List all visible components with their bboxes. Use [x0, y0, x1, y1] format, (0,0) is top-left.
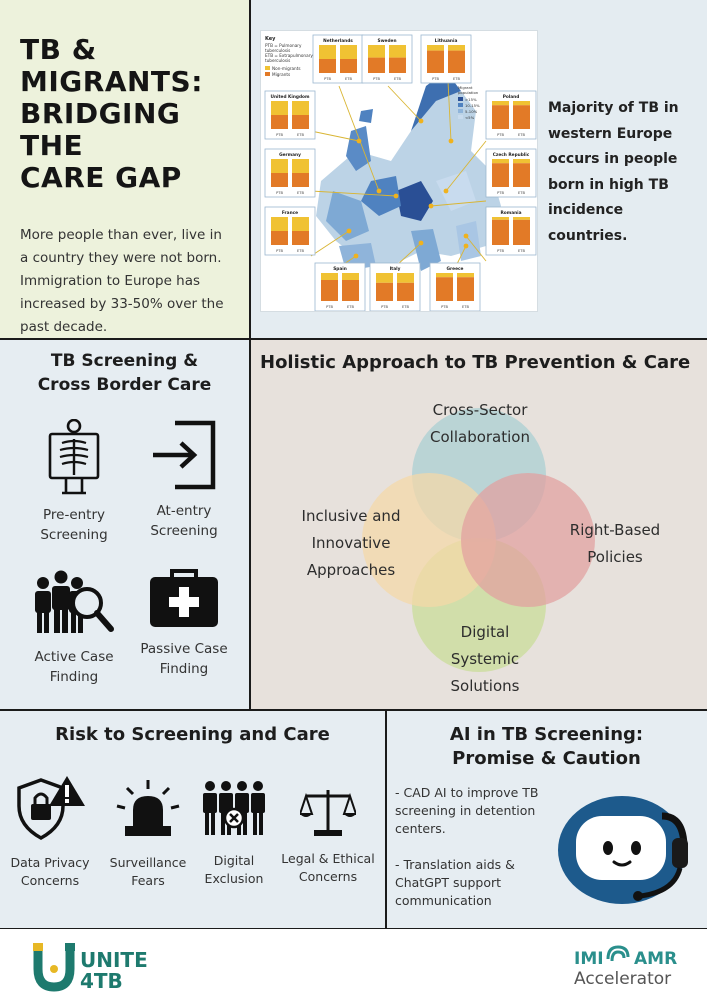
non-migrant-bar: [321, 273, 338, 280]
label-line: Screening: [150, 523, 218, 539]
data-privacy-label: [8, 854, 92, 890]
non-migrant-bar: [342, 273, 359, 280]
migrant-bar: [340, 59, 357, 73]
title-panel: [0, 0, 249, 338]
country-card: [421, 35, 471, 83]
non-migrant-bar: [492, 101, 509, 105]
country-name: France: [281, 211, 299, 216]
venn-label-rights: [550, 517, 680, 571]
bar-label: PTB: [497, 191, 504, 195]
country-card: [362, 35, 412, 83]
migrant-bar: [271, 231, 288, 245]
migrant-bar: [271, 115, 288, 129]
robot-headset-icon: [554, 788, 702, 906]
non-migrant-bar: [457, 273, 474, 277]
legal-ethical-item: [272, 786, 384, 886]
country-card: [370, 263, 420, 311]
pre-entry-label: [14, 505, 134, 545]
country-card: [315, 263, 365, 311]
migrant-bar: [389, 58, 406, 73]
bar-label: ETB: [462, 305, 469, 309]
surveillance-item: [104, 778, 192, 890]
bar-label: ETB: [345, 77, 352, 81]
map-fact-text: Majority of TB in western Europe occurs in people born in high TB incidence countries.: [548, 100, 679, 244]
non-migrant-bar: [389, 45, 406, 58]
country-card: [486, 207, 536, 255]
bar-label: PTB: [497, 133, 504, 137]
label-line: Passive Case: [140, 641, 228, 657]
migrant-bar: [436, 277, 453, 301]
label-line: Digital: [213, 853, 255, 868]
migrant-bar: [513, 163, 530, 187]
scale-title: Migrant: [458, 85, 473, 90]
screening-heading-line: Cross Border Care: [37, 375, 212, 395]
bar-label: ETB: [297, 249, 304, 253]
label-line: Pre-entry: [42, 507, 106, 523]
bar-label: PTB: [381, 305, 388, 309]
footer: [0, 929, 707, 1000]
active-case-finding: [14, 567, 134, 687]
label-line: Inclusive and: [301, 507, 401, 525]
non-migrant-bar: [513, 217, 530, 220]
map-key-title: Key: [265, 36, 276, 42]
bar-label: PTB: [276, 191, 283, 195]
label-line: At-entry: [156, 503, 212, 519]
amr-swirl-icon: [604, 943, 632, 971]
non-migrant-bar: [436, 273, 453, 277]
magnet-logo-icon: [32, 939, 76, 993]
label-line: Concerns: [298, 869, 358, 884]
migrant-bar: [492, 220, 509, 245]
country-name: Spain: [333, 267, 347, 272]
non-migrant-bar: [448, 45, 465, 51]
digital-exclusion-label: [192, 852, 276, 888]
title-line: MIGRANTS:: [20, 65, 203, 98]
ai-heading: [386, 723, 707, 771]
ai-heading-line: Promise & Caution: [452, 748, 641, 769]
non-migrant-bar: [319, 45, 336, 59]
screening-heading: [0, 349, 249, 397]
non-migrant-bar: [513, 159, 530, 163]
imi-text: IMI: [574, 949, 604, 969]
map-key-line: PTB = Pulmonary: [265, 43, 302, 48]
europe-map-graphic: [261, 31, 538, 312]
title-line: CARE GAP: [20, 161, 182, 194]
bar-label: ETB: [518, 191, 525, 195]
label-line: Screening: [40, 527, 108, 543]
risk-heading: Risk to Screening and Care: [55, 724, 330, 745]
migrant-bar: [457, 277, 474, 301]
risk-panel: [0, 710, 385, 928]
non-migrant-bar: [271, 101, 288, 115]
non-migrant-bar: [368, 45, 385, 58]
migrant-bar: [271, 173, 288, 187]
migrant-bar: [342, 280, 359, 301]
scale-item: <5%: [465, 115, 475, 120]
legend-migrants: Migrants: [272, 72, 291, 77]
migrant-bar: [492, 105, 509, 129]
non-migrant-bar: [513, 101, 530, 105]
venn-label-inclusive: [286, 503, 416, 584]
at-entry-label: [124, 501, 244, 541]
migrant-bar: [513, 220, 530, 245]
migrant-bar: [292, 173, 309, 187]
label-line: Collaboration: [430, 428, 530, 446]
label-line: Fears: [131, 873, 165, 888]
non-migrant-bar: [427, 45, 444, 51]
country-name: Czech Republic: [492, 153, 530, 158]
scale-item: 5-10%: [465, 109, 478, 114]
map-key-line: tuberculosis: [265, 48, 291, 53]
country-card: [265, 207, 315, 255]
map-key-line: tuberculosis: [265, 58, 291, 63]
label-line: Cross-Sector: [432, 401, 528, 419]
label-line: Right-Based: [569, 521, 661, 539]
bar-label: PTB: [326, 305, 333, 309]
non-migrant-bar: [376, 273, 393, 283]
bar-label: PTB: [497, 249, 504, 253]
non-migrant-bar: [340, 45, 357, 59]
bar-label: ETB: [453, 77, 460, 81]
country-name: Sweden: [377, 39, 397, 44]
unite-text: UNITE: [80, 948, 148, 972]
migrant-bar: [368, 58, 385, 73]
bar-label: ETB: [402, 305, 409, 309]
venn-label-cross-sector: [400, 397, 560, 451]
imi-amr-logo: [570, 941, 700, 995]
bar-label: PTB: [276, 133, 283, 137]
passive-case-label: [122, 639, 246, 679]
country-card: [486, 91, 536, 139]
label-line: Active Case: [34, 649, 114, 665]
map-panel: [250, 0, 707, 338]
non-migrant-bar: [292, 101, 309, 115]
country-name: Romania: [500, 211, 522, 216]
legal-ethical-label: [272, 850, 384, 886]
label-line: Finding: [49, 669, 99, 685]
bar-label: ETB: [297, 133, 304, 137]
siren-icon: [113, 778, 183, 842]
bar-label: PTB: [432, 77, 439, 81]
pre-entry-screening: [14, 419, 134, 545]
ai-bullet: - Translation aids & ChatGPT support communication: [395, 857, 515, 908]
xray-icon: [44, 419, 104, 495]
data-privacy-item: [8, 774, 92, 890]
ai-bullet: - CAD AI to improve TB screening in detention centers.: [395, 785, 539, 836]
migrant-bar: [397, 283, 414, 301]
country-name: Lithuania: [434, 39, 458, 44]
page-title: [20, 34, 231, 194]
excluded-person-icon: [200, 780, 268, 840]
country-card: [430, 263, 480, 311]
country-name: Netherlands: [323, 39, 353, 44]
migrant-bar: [448, 51, 465, 73]
migrant-bar: [321, 280, 338, 301]
label-line: Innovative: [311, 534, 391, 552]
bar-label: PTB: [441, 305, 448, 309]
screening-panel: [0, 339, 249, 709]
venn-label-digital: [425, 619, 545, 700]
migrant-bar: [513, 105, 530, 129]
divider: [249, 0, 251, 710]
divider: [0, 709, 707, 711]
intro-text: More people than ever, live in a country they were not born. Immigration to Europe has increased by 33-50% over the past decade.: [20, 227, 224, 335]
amr-text: AMR: [634, 949, 678, 969]
migrant-bar: [492, 163, 509, 187]
country-card: [265, 91, 315, 139]
entry-icon: [149, 419, 219, 491]
people-search-icon: [31, 567, 117, 637]
bar-label: PTB: [276, 249, 283, 253]
label-line: Exclusion: [204, 871, 264, 886]
divider: [385, 710, 387, 928]
ai-panel: [386, 710, 707, 928]
divider: [0, 338, 707, 340]
country-name: Germany: [279, 153, 301, 158]
label-line: Finding: [159, 661, 209, 677]
label-line: Surveillance: [109, 855, 187, 870]
country-card: [313, 35, 363, 83]
label-line: Data Privacy: [10, 855, 90, 870]
4tb-text: 4TB: [80, 969, 123, 993]
holistic-panel: [250, 339, 707, 709]
map-key-line: ETB = Extrapulmonary: [265, 53, 313, 58]
migrant-bar: [319, 59, 336, 73]
passive-case-finding: [122, 567, 246, 679]
label-line: Digital: [460, 623, 510, 641]
scales-icon: [300, 786, 356, 838]
europe-tb-map: [260, 30, 538, 312]
non-migrant-bar: [492, 217, 509, 220]
bar-label: PTB: [324, 77, 331, 81]
scale-title: population: [458, 90, 479, 95]
country-card: [486, 149, 536, 197]
country-name: Poland: [502, 95, 520, 100]
country-name: United Kingdom: [270, 95, 310, 100]
label-line: Concerns: [20, 873, 80, 888]
label-line: Approaches: [306, 561, 396, 579]
bar-label: ETB: [518, 249, 525, 253]
title-line: TB &: [20, 33, 97, 66]
bar-label: ETB: [394, 77, 401, 81]
legend-non-migrants: Non-migrants: [272, 66, 301, 71]
bar-label: PTB: [373, 77, 380, 81]
bar-label: ETB: [297, 191, 304, 195]
migrant-bar: [292, 115, 309, 129]
surveillance-label: [104, 854, 192, 890]
migrant-bar: [376, 283, 393, 301]
non-migrant-bar: [271, 217, 288, 231]
bar-label: ETB: [518, 133, 525, 137]
at-entry-screening: [124, 419, 244, 541]
country-name: Italy: [389, 267, 401, 272]
country-card: [265, 149, 315, 197]
migrant-bar: [292, 231, 309, 245]
label-line: Systemic: [450, 650, 520, 668]
non-migrant-bar: [492, 159, 509, 163]
scale-item: >15%: [465, 97, 477, 102]
label-line: Policies: [587, 548, 643, 566]
label-line: Solutions: [450, 677, 520, 695]
migrant-bar: [427, 51, 444, 73]
label-line: Legal & Ethical: [281, 851, 375, 866]
non-migrant-bar: [292, 159, 309, 173]
non-migrant-bar: [271, 159, 288, 173]
country-name: Greece: [446, 267, 464, 272]
scale-item: 10-15%: [465, 103, 480, 108]
unite4tb-logo: [32, 939, 172, 997]
title-line: BRIDGING THE: [20, 97, 181, 162]
lock-warning-icon: [13, 774, 87, 842]
ai-bullets: [395, 784, 547, 910]
screening-heading-line: TB Screening &: [50, 351, 199, 371]
non-migrant-bar: [397, 273, 414, 283]
first-aid-kit-icon: [148, 567, 220, 629]
bar-label: ETB: [347, 305, 354, 309]
ai-heading-line: AI in TB Screening:: [449, 724, 644, 745]
active-case-label: [14, 647, 134, 687]
non-migrant-bar: [292, 217, 309, 231]
digital-exclusion-item: [192, 780, 276, 888]
holistic-heading: Holistic Approach to TB Prevention & Care: [260, 352, 691, 373]
accelerator-text: Accelerator: [574, 969, 672, 989]
